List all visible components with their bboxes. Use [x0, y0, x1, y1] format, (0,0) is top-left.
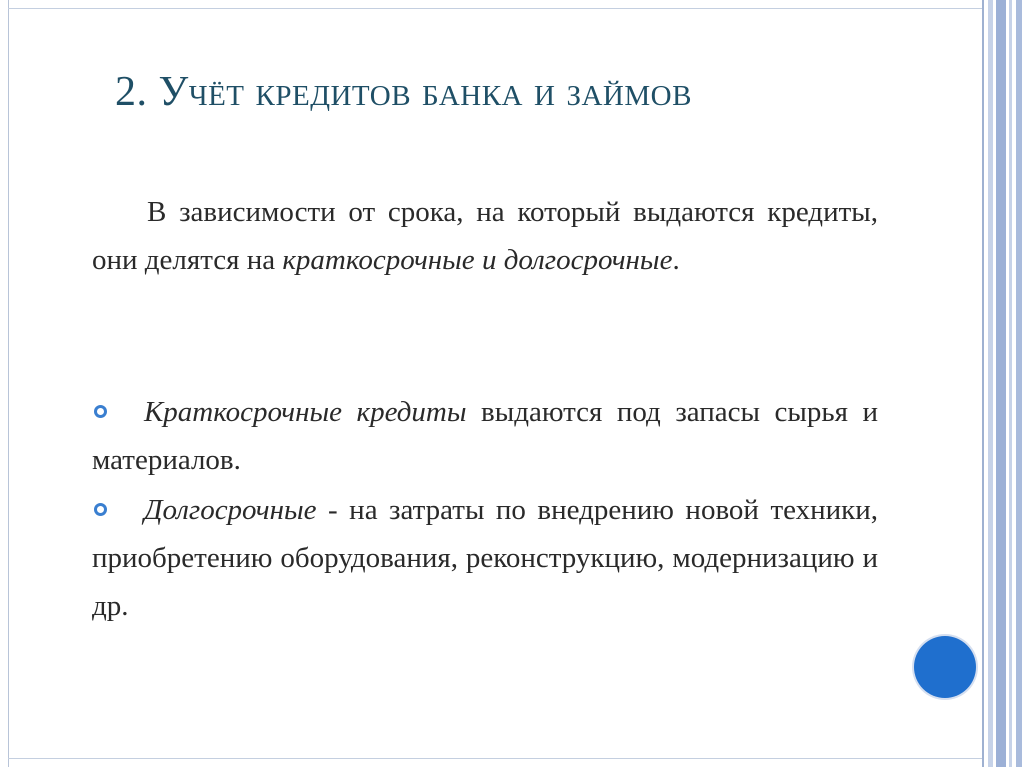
- intro-text: В зависимости от срока, на который выдаются кредиты, они делятся на: [92, 196, 878, 276]
- intro-conjunction: и: [474, 244, 504, 276]
- bullet-text: - на затраты по внедрению новой техники, приобретению оборудования, реконструкцию, модернизацию и др.: [92, 494, 878, 622]
- bullet-item-short-term: [92, 388, 878, 484]
- bullet-text: выдаются под запасы сырья и материалов.: [92, 396, 879, 476]
- intro-paragraph: [92, 188, 878, 284]
- frame-line-left: [8, 0, 9, 767]
- decorative-circle-icon: [914, 636, 976, 698]
- title-number: 2.: [115, 69, 159, 115]
- title-rest: чёт кредитов банка и займов: [188, 69, 692, 115]
- decorative-stripe: [982, 0, 984, 767]
- frame-line-top: [8, 8, 983, 9]
- bullet-term: Долгосрочные: [144, 494, 317, 526]
- bullet-item-long-term: [92, 486, 878, 630]
- title-first-letter: У: [158, 69, 189, 115]
- decorative-stripe: [1009, 0, 1012, 767]
- decorative-stripe: [996, 0, 1006, 767]
- slide-title: [115, 68, 692, 116]
- decorative-stripe: [1016, 0, 1022, 767]
- bullet-term: Краткосрочные кредиты: [144, 396, 467, 428]
- decorative-stripe: [988, 0, 993, 767]
- frame-line-bottom: [8, 758, 983, 759]
- intro-term-short: краткосрочные: [282, 244, 475, 276]
- intro-term-long: долгосрочные: [503, 244, 673, 276]
- intro-end: .: [672, 244, 680, 276]
